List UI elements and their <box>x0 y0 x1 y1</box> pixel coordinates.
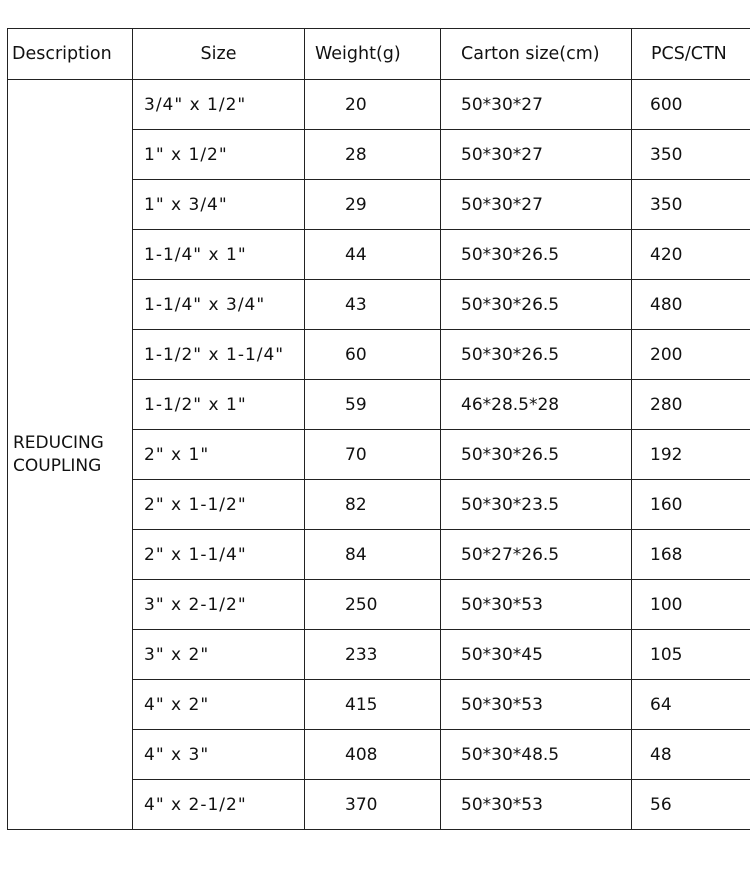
size-cell: 2" x 1-1/4" <box>133 530 305 580</box>
weight-cell: 370 <box>305 780 441 830</box>
size-cell: 1-1/4" x 3/4" <box>133 280 305 330</box>
weight-cell: 28 <box>305 130 441 180</box>
weight-cell: 408 <box>305 730 441 780</box>
carton-size-cell: 50*30*26.5 <box>441 430 632 480</box>
pcs-ctn-cell: 420 <box>632 230 750 280</box>
size-cell: 1" x 1/2" <box>133 130 305 180</box>
size-cell: 1" x 3/4" <box>133 180 305 230</box>
pcs-ctn-cell: 192 <box>632 430 750 480</box>
size-cell: 1-1/2" x 1" <box>133 380 305 430</box>
size-cell: 4" x 2" <box>133 680 305 730</box>
header-pcs-ctn: PCS/CTN <box>632 29 750 80</box>
carton-size-cell: 50*30*26.5 <box>441 330 632 380</box>
carton-size-cell: 50*30*26.5 <box>441 230 632 280</box>
carton-size-cell: 50*30*26.5 <box>441 280 632 330</box>
pcs-ctn-cell: 350 <box>632 130 750 180</box>
pcs-ctn-cell: 600 <box>632 80 750 130</box>
weight-cell: 82 <box>305 480 441 530</box>
carton-size-cell: 46*28.5*28 <box>441 380 632 430</box>
weight-cell: 44 <box>305 230 441 280</box>
header-description: Description <box>8 29 133 80</box>
carton-size-cell: 50*30*27 <box>441 180 632 230</box>
carton-size-cell: 50*27*26.5 <box>441 530 632 580</box>
size-cell: 3" x 2-1/2" <box>133 580 305 630</box>
header-size: Size <box>133 29 305 80</box>
carton-size-cell: 50*30*53 <box>441 680 632 730</box>
size-cell: 4" x 2-1/2" <box>133 780 305 830</box>
carton-size-cell: 50*30*53 <box>441 780 632 830</box>
weight-cell: 29 <box>305 180 441 230</box>
weight-cell: 233 <box>305 630 441 680</box>
pcs-ctn-cell: 168 <box>632 530 750 580</box>
carton-size-cell: 50*30*48.5 <box>441 730 632 780</box>
pcs-ctn-cell: 48 <box>632 730 750 780</box>
pcs-ctn-cell: 56 <box>632 780 750 830</box>
weight-cell: 20 <box>305 80 441 130</box>
carton-size-cell: 50*30*45 <box>441 630 632 680</box>
weight-cell: 84 <box>305 530 441 580</box>
pcs-ctn-cell: 64 <box>632 680 750 730</box>
header-row <box>8 29 750 80</box>
pcs-ctn-cell: 105 <box>632 630 750 680</box>
size-cell: 1-1/2" x 1-1/4" <box>133 330 305 380</box>
table-body <box>8 80 750 830</box>
description-line: REDUCING <box>13 432 104 453</box>
header-carton-size: Carton size(cm) <box>441 29 632 80</box>
carton-size-cell: 50*30*53 <box>441 580 632 630</box>
carton-size-cell: 50*30*23.5 <box>441 480 632 530</box>
carton-size-cell: 50*30*27 <box>441 80 632 130</box>
pcs-ctn-cell: 280 <box>632 380 750 430</box>
carton-size-cell: 50*30*27 <box>441 130 632 180</box>
pcs-ctn-cell: 350 <box>632 180 750 230</box>
size-cell: 4" x 3" <box>133 730 305 780</box>
size-cell: 1-1/4" x 1" <box>133 230 305 280</box>
size-cell: 2" x 1-1/2" <box>133 480 305 530</box>
size-cell: 2" x 1" <box>133 430 305 480</box>
description-cell <box>8 80 133 830</box>
pcs-ctn-cell: 100 <box>632 580 750 630</box>
weight-cell: 415 <box>305 680 441 730</box>
description-line: COUPLING <box>13 455 102 476</box>
product-spec-table <box>7 28 750 830</box>
size-cell: 3" x 2" <box>133 630 305 680</box>
pcs-ctn-cell: 160 <box>632 480 750 530</box>
size-cell: 3/4" x 1/2" <box>133 80 305 130</box>
weight-cell: 59 <box>305 380 441 430</box>
weight-cell: 60 <box>305 330 441 380</box>
header-weight: Weight(g) <box>305 29 441 80</box>
pcs-ctn-cell: 200 <box>632 330 750 380</box>
weight-cell: 70 <box>305 430 441 480</box>
weight-cell: 250 <box>305 580 441 630</box>
pcs-ctn-cell: 480 <box>632 280 750 330</box>
weight-cell: 43 <box>305 280 441 330</box>
table-row <box>8 80 750 130</box>
